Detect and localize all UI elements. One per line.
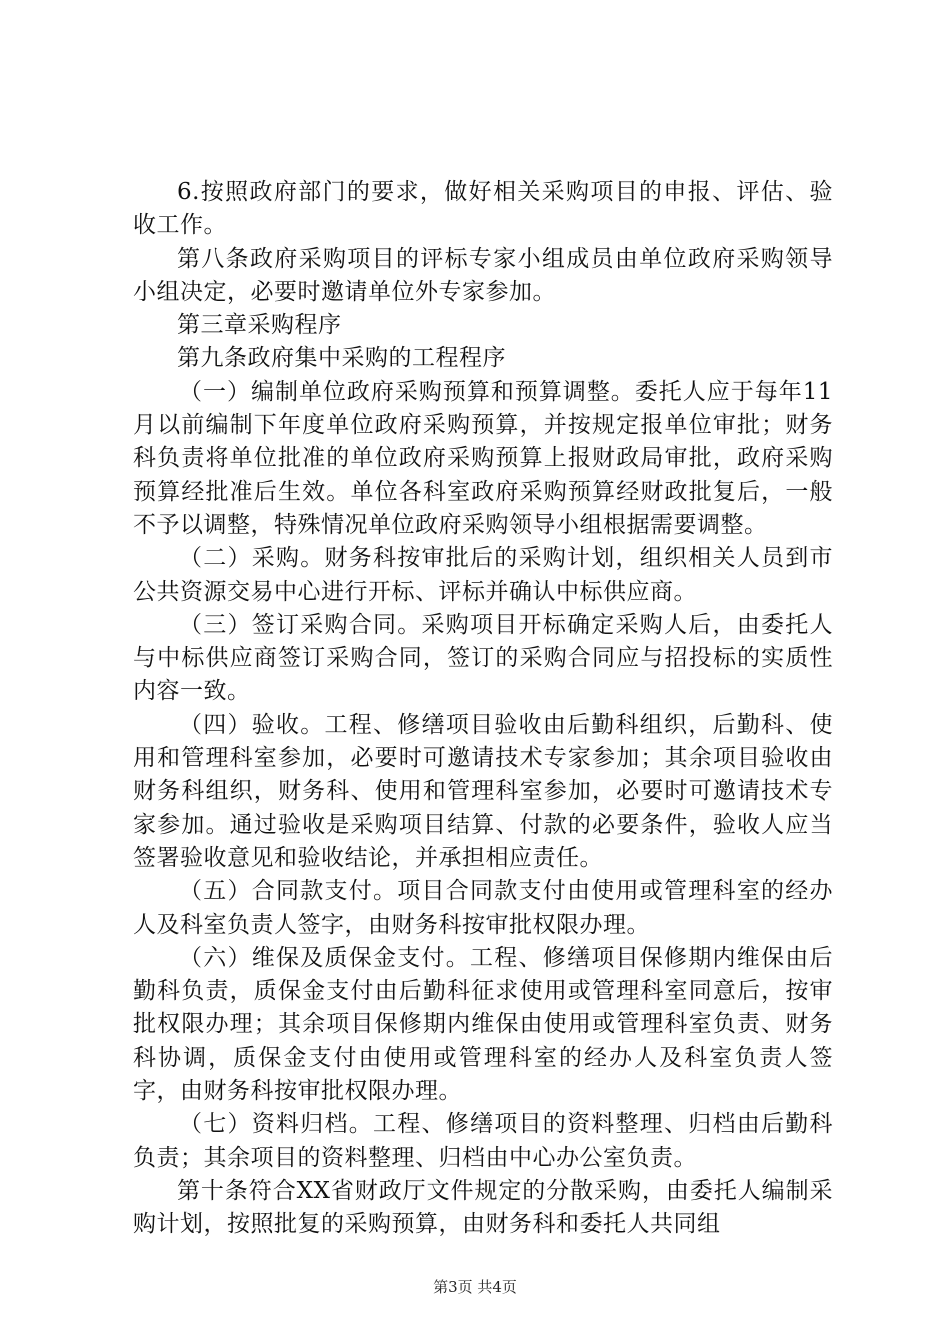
- paragraph-step-7: （七）资料归档。工程、修缮项目的资料整理、归档由后勤科负责；其余项目的资料整理、归档由中心办公室负责。: [133, 1111, 833, 1171]
- paragraph-item-6: 6.按照政府部门的要求，做好相关采购项目的申报、评估、验收工作。: [133, 179, 833, 239]
- paragraph-step-4: （四）验收。工程、修缮项目验收由后勤科组织，后勤科、使用和管理科室参加，必要时可邀请技术专家参加；其余项目验收由财务科组织，财务科、使用和管理科室参加，必要时可邀请技术专家参加。通过验收是采购项目结算、付款的必要条件，验收人应当签署验收意见和验收结论，并承担相应责任。: [133, 711, 833, 871]
- paragraph-step-3: （三）签订采购合同。采购项目开标确定采购人后，由委托人与中标供应商签订采购合同，签订的采购合同应与招投标的实质性内容一致。: [133, 611, 833, 705]
- paragraph-step-2: （二）采购。财务科按审批后的采购计划，组织相关人员到市公共资源交易中心进行开标、评标并确认中标供应商。: [133, 545, 833, 605]
- chapter-heading: 第三章采购程序: [177, 312, 342, 339]
- page-number-footer: 第3页 共4页: [433, 1278, 517, 1296]
- paragraph-article-9: 第九条政府集中采购的工程程序: [177, 345, 506, 372]
- paragraph-step-6: （六）维保及质保金支付。工程、修缮项目保修期内维保由后勤科负责，质保金支付由后勤科征求使用或管理科室同意后，按审批权限办理；其余项目保修期内维保由使用或管理科室负责、财务科协调，质保金支付由使用或管理科室的经办人及科室负责人签字，由财务科按审批权限办理。: [133, 944, 833, 1105]
- paragraph-step-5: （五）合同款支付。项目合同款支付由使用或管理科室的经办人及科室负责人签字，由财务科按审批权限办理。: [133, 878, 833, 938]
- document-body: [133, 176, 833, 1242]
- paragraph-article-8: 第八条政府采购项目的评标专家小组成员由单位政府采购领导小组决定，必要时邀请单位外专家参加。: [133, 245, 833, 305]
- paragraph-article-10: 第十条符合XX省财政厅文件规定的分散采购，由委托人编制采购计划，按照批复的采购预算，由财务科和委托人共同组: [133, 1177, 833, 1238]
- paragraph-step-1: （一）编制单位政府采购预算和预算调整。委托人应于每年11月以前编制下年度单位政府采购预算，并按规定报单位审批；财务科负责将单位批准的单位政府采购预算上报财政局审批，政府采购预算经批准后生效。单位各科室政府采购预算经财政批复后，一般不予以调整，特殊情况单位政府采购领导小组根据需要调整。: [133, 378, 833, 538]
